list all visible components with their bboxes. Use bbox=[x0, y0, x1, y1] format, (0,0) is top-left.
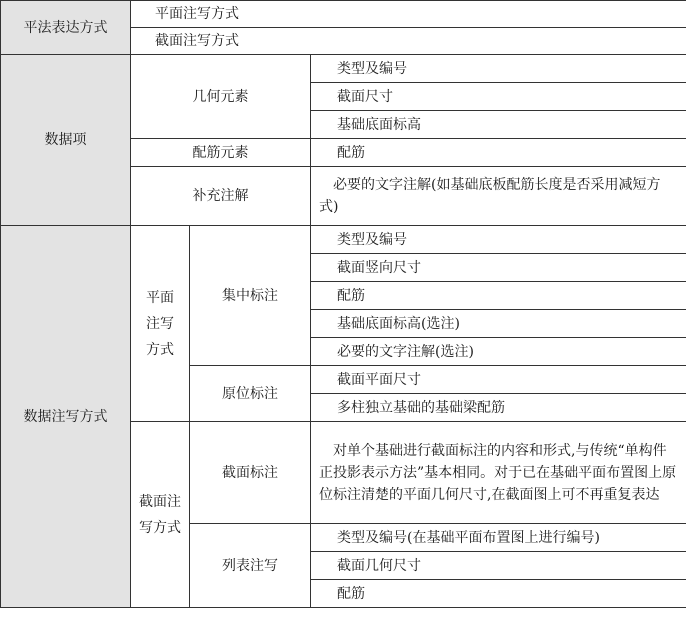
section-mode-cell: 截面注写方式 bbox=[131, 28, 686, 55]
list-item: 类型及编号(在基础平面布置图上进行编号) bbox=[311, 524, 686, 552]
table-row bbox=[1, 226, 686, 254]
rebar-group-label: 配筋元素 bbox=[131, 139, 311, 167]
list-item: 类型及编号 bbox=[311, 55, 686, 83]
list-item: 类型及编号 bbox=[311, 226, 686, 254]
list-annotation-label: 列表注写 bbox=[190, 524, 311, 608]
geometry-group-label: 几何元素 bbox=[131, 55, 311, 139]
notes-group-label: 补充注解 bbox=[131, 167, 311, 226]
label-line: 方式 bbox=[146, 341, 174, 358]
label-line: 写方式 bbox=[139, 519, 181, 536]
list-item: 配筋 bbox=[311, 282, 686, 310]
label-line: 截面注 bbox=[139, 493, 181, 510]
list-item: 基础底面标高(选注) bbox=[311, 310, 686, 338]
label-line: 注写 bbox=[146, 315, 174, 332]
list-item: 截面平面尺寸 bbox=[311, 366, 686, 394]
expression-mode-header: 平法表达方式 bbox=[1, 1, 131, 55]
centralized-label: 集中标注 bbox=[190, 226, 311, 366]
table-row bbox=[1, 55, 686, 83]
list-item: 截面几何尺寸 bbox=[311, 552, 686, 580]
section-label: 截面标注 bbox=[190, 422, 311, 524]
plane-mode-label bbox=[131, 226, 190, 422]
section-mode-label bbox=[131, 422, 190, 608]
list-item: 截面竖向尺寸 bbox=[311, 254, 686, 282]
label-line: 平面 bbox=[146, 289, 174, 306]
list-item: 多柱独立基础的基础梁配筋 bbox=[311, 394, 686, 422]
notes-item: 必要的文字注解(如基础底板配筋长度是否采用减短方式) bbox=[311, 167, 686, 226]
table-row bbox=[1, 1, 686, 28]
plane-mode-cell: 平面注写方式 bbox=[131, 1, 686, 28]
section-text: 对单个基础进行截面标注的内容和形式,与传统“单构件正投影表示方法”基本相同。对于已在基础平面布置图上原位标注清楚的平面几何尺寸,在截面图上可不再重复表达 bbox=[311, 422, 686, 524]
in-situ-label: 原位标注 bbox=[190, 366, 311, 422]
list-item: 基础底面标高 bbox=[311, 111, 686, 139]
data-items-header: 数据项 bbox=[1, 55, 131, 226]
list-item: 必要的文字注解(选注) bbox=[311, 338, 686, 366]
list-item: 截面尺寸 bbox=[311, 83, 686, 111]
list-item: 配筋 bbox=[311, 139, 686, 167]
annotation-header: 数据注写方式 bbox=[1, 226, 131, 608]
list-item: 配筋 bbox=[311, 580, 686, 608]
